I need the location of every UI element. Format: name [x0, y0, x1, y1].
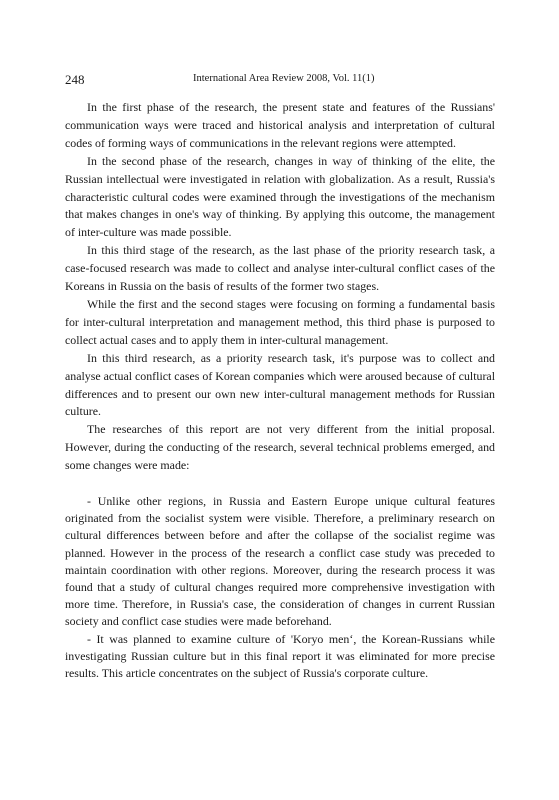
paragraph-6: The researches of this report are not very different from the initial proposal. However, during the conducting of the research, several technical problems emerged, and some changes were made:: [65, 422, 495, 473]
paragraph-3: In this third stage of the research, as the last phase of the priority research task, a case-focused research was made to collect and analyse inter-cultural conflict cases of the Koreans in Russia on the basis of results of the former two stages.: [65, 243, 495, 294]
paragraph-2: In the second phase of the research, changes in way of thinking of the elite, the Russian intellectual were investigated in relation with globalization. As a result, Russia's characteristic cultural codes were examined through the investigations of the mechanism that makes changes in one's way of thinking. By applying this outcome, the management of inter-culture was made possible.: [65, 153, 495, 240]
body-text: [65, 99, 495, 682]
paragraph-5: In this third research, as a priority research task, it's purpose was to collect and analyse actual conflict cases of Korean companies which were aroused because of cultural differences and to present our own new inter-cultural management methods for Russian culture.: [65, 350, 495, 419]
running-head: International Area Review 2008, Vol. 11(1): [193, 73, 375, 84]
page-header: [65, 72, 495, 90]
paragraph-1: In the first phase of the research, the present state and features of the Russians' communication ways were traced and historical analysis and interpretation of cultural codes of forming ways of communications in the relevant regions were attempted.: [65, 100, 495, 150]
bullet-item-1: - Unlike other regions, in Russia and Eastern Europe unique cultural features originated from the socialist system were visible. Therefore, a preliminary research on cultural differences between before and after the collapse of the socialist regime was planned. However in the process of the research a conflict case study was preceded to maintain coordination with other regions. Moreover, during the research process it was found that a study of cultural changes required more comprehensive investigation with more time. Therefore, in Russia's case, the consideration of changes in current Russian society and conflict case studies were made beforehand.: [65, 493, 495, 629]
paragraph-4: While the first and the second stages were focusing on forming a fundamental basis for inter-cultural interpretation and management method, this third phase is purposed to collect actual cases and to apply them in inter-cultural management.: [65, 296, 495, 347]
bullet-item-2: - It was planned to examine culture of 'Koryo men‘, the Korean-Russians while investigating Russian culture but in this final report it was eliminated for more precise results. This article concentrates on the subject of Russia's corporate culture.: [65, 631, 495, 680]
page-number: 248: [65, 72, 85, 87]
